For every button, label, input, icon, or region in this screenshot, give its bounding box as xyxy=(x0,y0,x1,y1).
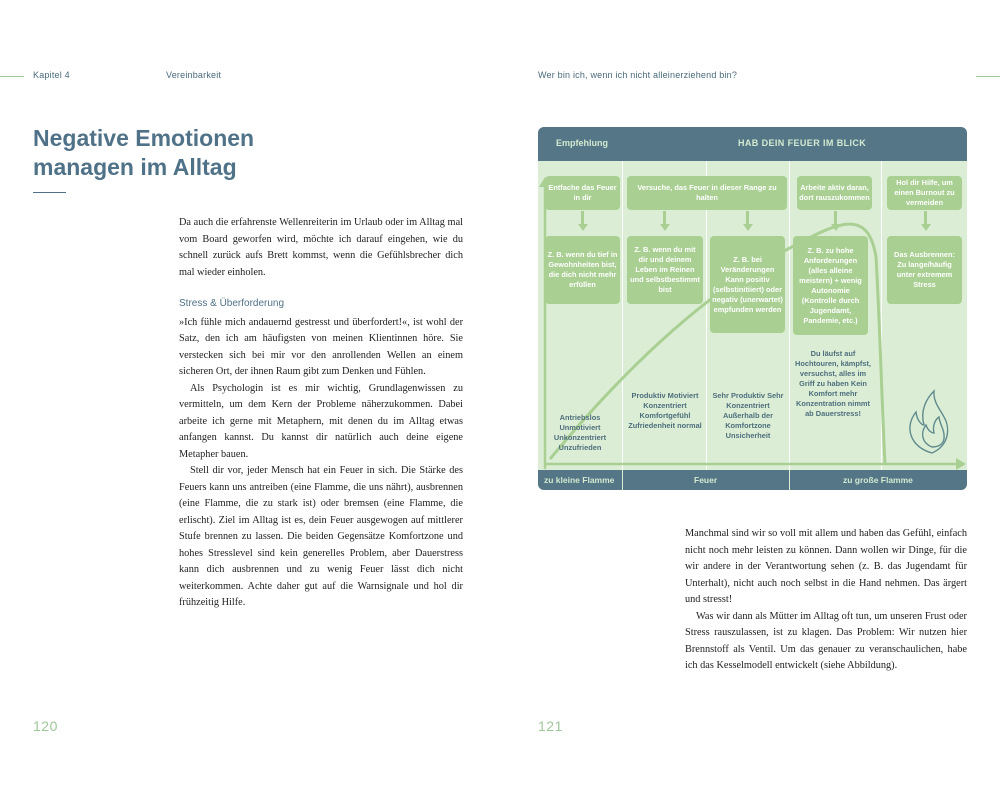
recommendation-box: Versuche, das Feuer in dieser Range zu halten xyxy=(627,176,787,210)
x-axis-arrowhead xyxy=(956,458,966,470)
body-paragraph: Manchmal sind wir so voll mit allem und haben das Gefühl, einfach nicht noch mehr leisten zu können. Dann wollen wir Dinge, für die wir andere in der Verantwortung sehen (z. B. das Jugendamt für Unterhalt), nicht auch noch selbst in die Hand nehmen. Das ärgert und stresst! xyxy=(685,528,967,605)
arrow-down-icon xyxy=(660,224,670,231)
running-head-section: Vereinbarkeit xyxy=(166,70,222,80)
page-title: Negative Emotionen managen im Alltag xyxy=(33,125,255,180)
title-rule xyxy=(33,192,66,193)
header-rule-right xyxy=(976,76,1000,77)
axis-label-fire: Feuer xyxy=(694,475,718,485)
recommendation-box: Arbeite aktiv daran, dort rauszukommen xyxy=(797,176,872,210)
running-head-title: Wer bin ich, wenn ich nicht alleinerziehend bin? xyxy=(538,70,738,80)
right-body-text xyxy=(685,526,967,675)
arrow-stem xyxy=(834,211,837,225)
arrow-down-icon xyxy=(578,224,588,231)
arrow-stem xyxy=(663,211,666,225)
example-box: Das Ausbrennen: Zu lange/häufig unter extremem Stress xyxy=(887,236,962,304)
arrow-stem xyxy=(581,211,584,225)
arrow-stem xyxy=(746,211,749,225)
subheading: Stress & Überforderung xyxy=(179,298,285,309)
body-paragraph: Was wir dann als Mütter im Alltag oft tun, um unseren Frust oder Stress rauszulassen, ist zu klagen. Das Problem: Wir nutzen hier Brennstoff als Ventil. Um das genauer zu veranschaulichen, habe ich das Kesselmodell entwickelt (siehe Abbildung). xyxy=(685,610,967,671)
recommendation-box: Hol dir Hilfe, um einen Burnout zu vermeiden xyxy=(887,176,962,210)
recommendation-box: Entfache das Feuer in dir xyxy=(545,176,620,210)
axis-divider xyxy=(622,470,623,490)
header-recommendation-label: Empfehlung xyxy=(556,138,608,148)
axis-label-big-flame: zu große Flamme xyxy=(843,475,913,485)
arrow-stem xyxy=(924,211,927,225)
example-box: Z. B. wenn du tief in Gewohnheiten bist, die dich nicht mehr erfüllen xyxy=(545,236,620,304)
flame-icon xyxy=(910,391,948,453)
header-rule-left xyxy=(0,76,24,77)
running-head-chapter: Kapitel 4 xyxy=(33,70,70,80)
page-number-left: 120 xyxy=(33,718,58,734)
example-box: Z. B. zu hohe Anforderungen (alles alleine meistern) + wenig Autonomie (Kontrolle durch Jugendamt, Pandemie, etc.) xyxy=(793,236,868,335)
left-body-text xyxy=(179,215,463,612)
body-paragraph: »Ich fühle mich andauernd gestresst und überfordert!«, ist wohl der Satz, den ich am häufigsten von meinen Klientinnen höre. Sie verstecken sich bei mir vor den anrollenden Wellen an einem sicheren Ort, der ihnen Raum gibt zum Denken und Fühlen. xyxy=(179,316,463,377)
fire-diagram xyxy=(538,127,967,490)
state-description: Antriebslos Unmotiviert Unkonzentriert Unzufrieden xyxy=(553,413,607,452)
arrow-down-icon xyxy=(831,224,841,231)
state-description: Sehr Produktiv Sehr Konzentriert Außerhalb der Komfortzone Unsicherheit xyxy=(712,391,784,440)
example-box: Z. B. wenn du mit dir und deinem Leben im Reinen und selbstbestimmt bist xyxy=(627,236,703,304)
body-paragraph: Stell dir vor, jeder Mensch hat ein Feuer in sich. Die Stärke des Feuers kann uns antreiben (eine Flamme, die uns nährt), ausbrennen (eine Flamme, die zu stark ist) oder bremsen (eine Flamme, die erlischt). Ziel im Alltag ist es, dein Feuer ausgewogen auf mittlerer Stufe brennen zu lassen. Die beiden Gegensätze Komfortzone und hohes Stresslevel sind kein generelles Problem, aber Dauerstress kann dich ausbrennen und zu wenig Feuer lässt dich nicht weiterkommen. Achte daher gut auf die Warnsignale und hol dir frühzeitig Hilfe. xyxy=(179,465,463,608)
diagram-title: HAB DEIN FEUER IM BLICK xyxy=(738,138,867,148)
body-paragraph: Als Psychologin ist es mir wichtig, Grundlagenwissen zu vermitteln, um dem Kern der Probleme näherzukommen. Dabei arbeite ich gerne mit Metaphern, mit denen du im Alltag etwas anfangen kannst. Du kannst dir natürlich auch deine eigene Metapher bauen. xyxy=(179,382,463,460)
state-description: Produktiv Motiviert Konzentriert Komfortgefühl Zufriedenheit normal xyxy=(628,391,702,430)
intro-paragraph: Da auch die erfahrenste Wellenreiterin im Urlaub oder im Alltag mal vom Board geworfen wird, möchte ich darauf eingehen, wie du schnell zurück aufs Brett kommst, wenn die Gefühlsbrecher dich mal wieder einholen. xyxy=(179,217,463,278)
page-number-right: 121 xyxy=(538,718,563,734)
state-description: Du läufst auf Hochtouren, kämpfst, versuchst, alles im Griff zu haben Kein Komfort mehr Konzentration nimmt ab Dauerstress! xyxy=(795,349,871,418)
arrow-down-icon xyxy=(743,224,753,231)
example-box: Z. B. bei Veränderungen Kann positiv (selbstinitiiert) oder negativ (unerwartet) empfunden werden xyxy=(710,236,785,333)
arrow-down-icon xyxy=(921,224,931,231)
axis-label-small-flame: zu kleine Flamme xyxy=(544,475,615,485)
axis-divider xyxy=(789,470,790,490)
